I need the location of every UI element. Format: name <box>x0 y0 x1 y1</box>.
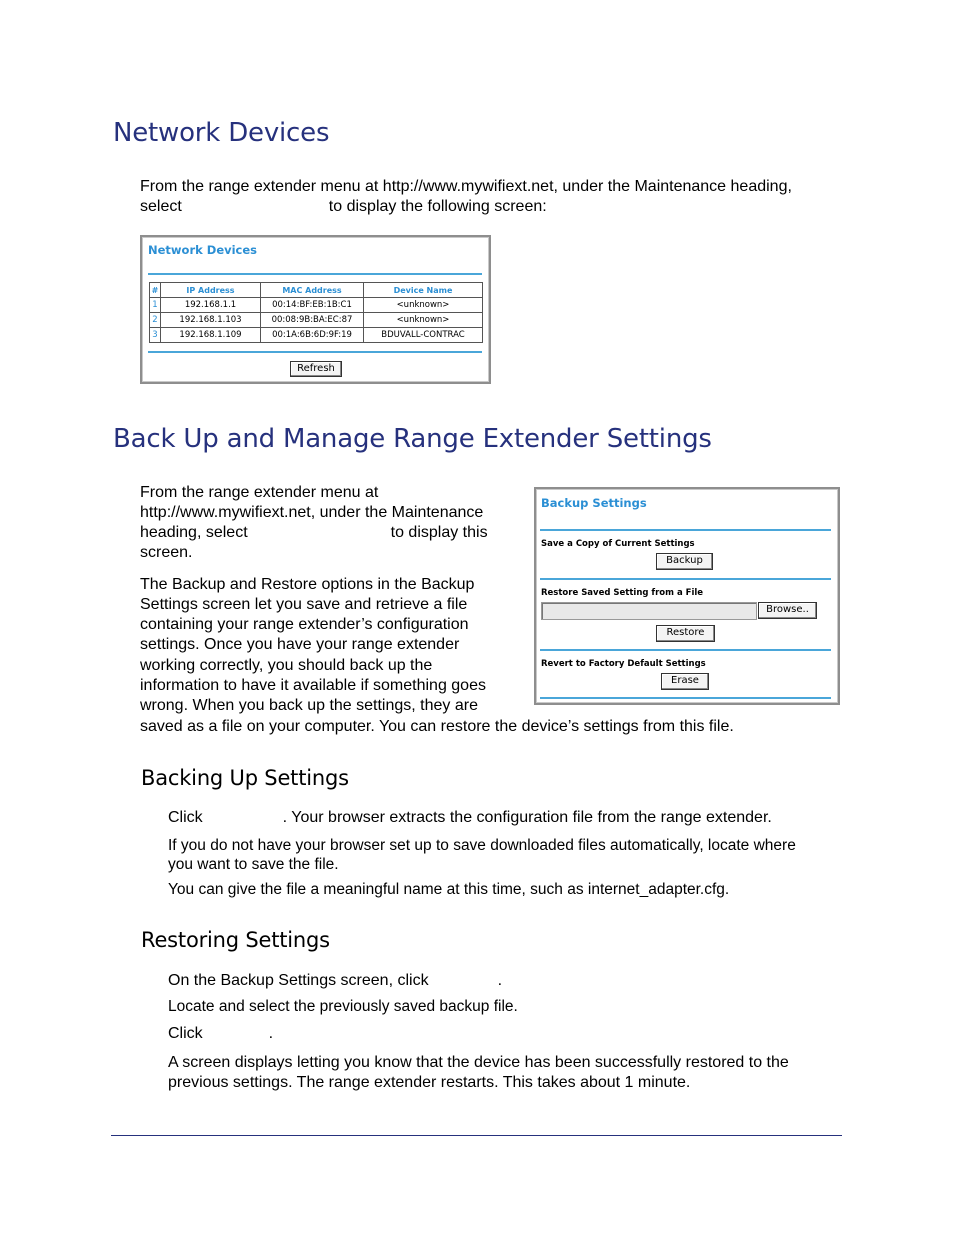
browser-extracts-text: . Your browser extracts the configuration file from the range extender. <box>282 809 772 826</box>
table-row <box>150 328 483 343</box>
intro-display-this-text: to display this <box>390 524 488 541</box>
restoring-heading: Restoring Settings <box>141 928 330 952</box>
title-divider <box>148 273 482 275</box>
restore-from-file-label: Restore Saved Setting from a File <box>541 588 704 598</box>
network-devices-intro-line1: From the range extender menu at http://www.mywifiext.net, under the Maintenance heading, <box>140 178 792 195</box>
backing-up-step1 <box>168 808 772 828</box>
intro-display-text: to display the following screen: <box>328 198 547 215</box>
table-cell: 00:1A:6B:6D:9F:19 <box>261 328 364 343</box>
backup-desc-line5: working correctly, you should back up the <box>140 657 433 674</box>
column-header: MAC Address <box>261 283 364 298</box>
footer-rule <box>111 1135 842 1136</box>
browse-button[interactable]: Browse.. <box>758 602 817 619</box>
backing-up-note-line1: If you do not have your browser set up to save downloaded files automatically, locate where <box>168 837 796 854</box>
restoring-step3-click: Click <box>168 1025 203 1042</box>
table-cell: 00:08:9B:BA:EC:87 <box>261 313 364 328</box>
backup-button[interactable]: Backup <box>656 553 713 570</box>
network-devices-screen <box>140 235 491 384</box>
bottom-divider <box>540 697 831 699</box>
backup-intro-line4: screen. <box>140 544 193 561</box>
backup-desc-line3: containing your range extender’s configuration <box>140 616 469 633</box>
restoring-step3 <box>168 1024 273 1044</box>
refresh-button[interactable]: Refresh <box>290 361 342 377</box>
table-divider <box>148 351 482 353</box>
table-cell: 00:14:BF:EB:1B:C1 <box>261 298 364 313</box>
table-row <box>150 298 483 313</box>
table-cell: 1 <box>150 298 161 313</box>
table-cell: 2 <box>150 313 161 328</box>
table-cell: BDUVALL-CONTRAC <box>364 328 483 343</box>
table-cell: 192.168.1.1 <box>161 298 261 313</box>
restoring-step3-period: . <box>268 1025 274 1042</box>
backup-settings-screen <box>534 487 840 705</box>
restore-file-input[interactable] <box>541 602 757 620</box>
backup-desc-line8: saved as a file on your computer. You can restore the device’s settings from this file. <box>140 718 734 735</box>
restore-button[interactable]: Restore <box>656 625 715 642</box>
restoring-step2: Locate and select the previously saved backup file. <box>168 998 518 1015</box>
restoring-result-line1: A screen displays letting you know that the device has been successfully restored to the <box>168 1054 789 1071</box>
save-divider <box>540 578 831 580</box>
table-cell: 192.168.1.109 <box>161 328 261 343</box>
erase-button[interactable]: Erase <box>661 673 709 690</box>
network-devices-heading: Network Devices <box>113 118 330 148</box>
table-row <box>150 313 483 328</box>
click-text: Click <box>168 809 203 826</box>
restoring-step1-text: On the Backup Settings screen, click <box>168 972 429 989</box>
backup-intro-line3 <box>140 523 488 543</box>
table-cell: <unknown> <box>364 313 483 328</box>
network-devices-intro-line2 <box>140 197 547 217</box>
save-copy-label: Save a Copy of Current Settings <box>541 539 695 549</box>
intro-heading-select-text: heading, select <box>140 524 248 541</box>
backup-intro-line2: http://www.mywifiext.net, under the Maintenance <box>140 504 484 521</box>
column-header: Device Name <box>364 283 483 298</box>
backup-desc-line1: The Backup and Restore options in the Backup <box>140 576 475 593</box>
restoring-step1-period: . <box>497 972 503 989</box>
backing-up-heading: Backing Up Settings <box>141 766 349 790</box>
table-cell: 192.168.1.103 <box>161 313 261 328</box>
backup-manage-heading: Back Up and Manage Range Extender Settings <box>113 424 712 454</box>
table-header-row <box>150 283 483 298</box>
title-divider <box>540 529 831 531</box>
intro-select-text: select <box>140 198 182 215</box>
backup-desc-line4: settings. Once you have your range extender <box>140 636 460 653</box>
backup-intro-line1: From the range extender menu at <box>140 484 379 501</box>
column-header: # <box>150 283 161 298</box>
restoring-result-line2: previous settings. The range extender restarts. This takes about 1 minute. <box>168 1074 691 1091</box>
restore-divider <box>540 649 831 651</box>
table-cell: 3 <box>150 328 161 343</box>
backing-up-note-line2: you want to save the file. <box>168 856 339 873</box>
restoring-step1 <box>168 971 502 991</box>
factory-default-label: Revert to Factory Default Settings <box>541 659 706 669</box>
column-header: IP Address <box>161 283 261 298</box>
backing-up-note2: You can give the file a meaningful name at this time, such as internet_adapter.cfg. <box>168 881 730 898</box>
network-devices-screen-title: Network Devices <box>148 243 258 257</box>
table-cell: <unknown> <box>364 298 483 313</box>
backup-desc-line2: Settings screen let you save and retrieve a file <box>140 596 468 613</box>
backup-desc-line7: wrong. When you back up the settings, they are <box>140 697 478 714</box>
devices-table <box>149 282 483 343</box>
backup-desc-line6: information to have it available if something goes <box>140 677 486 694</box>
backup-settings-screen-title: Backup Settings <box>541 496 647 510</box>
